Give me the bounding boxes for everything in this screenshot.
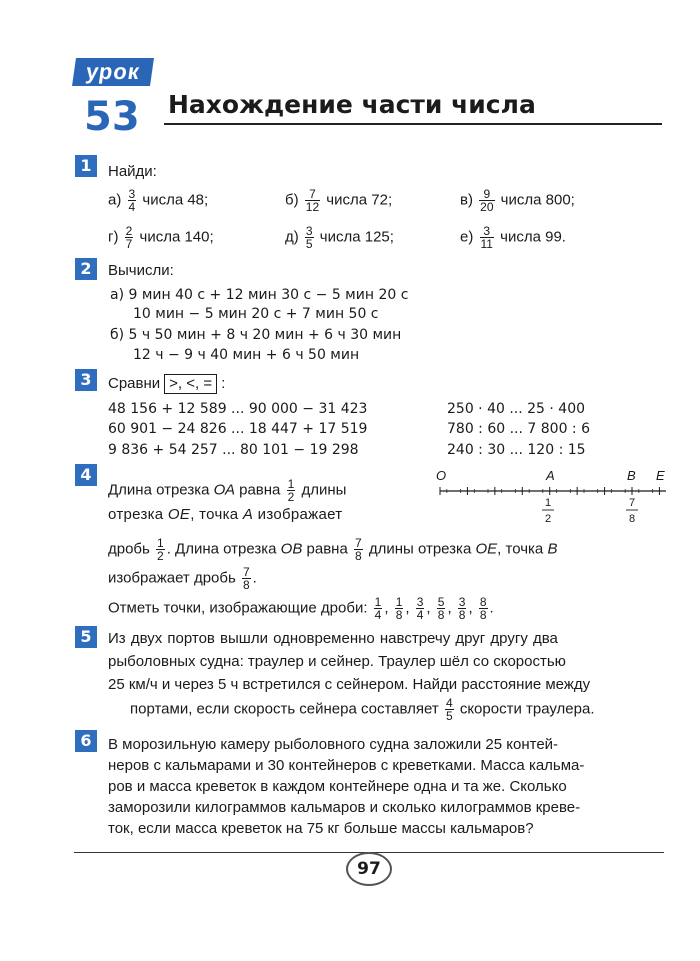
item-text: числа 48; <box>142 191 209 209</box>
label-e: Е <box>656 468 665 483</box>
fraction: $\frac{1}{4}$ <box>374 595 382 622</box>
page-title: Нахождение части числа <box>168 90 536 119</box>
task-1-item-d <box>108 225 214 250</box>
frac-a-num: 1 <box>544 497 552 509</box>
fraction: $\frac{3}{5}$ <box>305 224 313 251</box>
task-1-item-e <box>285 225 394 250</box>
page-number: 97 <box>346 852 392 886</box>
task-2-line: б) 5 ч 50 мин + 8 ч 20 мин + 6 ч 30 мин <box>110 327 402 343</box>
fraction: $\frac{5}{8}$ <box>437 595 445 622</box>
task-3-colon: : <box>221 375 226 392</box>
task-3-left-row: 48 156 + 12 589 ... 90 000 − 31 423 <box>108 401 368 417</box>
task-3-number: 3 <box>75 369 97 391</box>
item-label: е) <box>460 228 474 246</box>
task-3-right-row: 250 · 40 ... 25 · 400 <box>447 401 586 417</box>
fraction: $\frac{4}{5}$ <box>445 696 453 723</box>
item-label: д) <box>285 228 299 246</box>
item-label: а) <box>108 191 122 209</box>
task-5-line-4: портами, если скорость сейнера составляет $\frac{4}{5}$ скорости траулера. <box>130 696 595 723</box>
task-4-line-2: отрезка ОЕ, точка А изображает <box>108 506 343 523</box>
item-label: в) <box>460 191 473 209</box>
title-divider <box>164 123 662 125</box>
item-text: числа 140; <box>139 228 214 246</box>
task-3-intro-text: Сравни <box>108 375 161 392</box>
fraction: $\frac{9}{20}$ <box>480 187 494 214</box>
task-5-line: Из двух портов вышли одновременно навстречу друг другу два <box>108 630 558 647</box>
task-6-number: 6 <box>75 730 97 752</box>
frac-b-num: 7 <box>628 497 636 509</box>
item-text: числа 125; <box>319 228 394 246</box>
task-1-intro: Найди: <box>108 163 157 180</box>
task-2-line: 10 мин − 5 мин 20 с + 7 мин 50 с <box>133 306 379 322</box>
task-6-line: неров с кальмарами и 30 контейнеров с креветками. Масса кальма- <box>108 757 585 774</box>
fraction: $\frac{1}{2}$ <box>157 536 164 563</box>
task-2-intro: Вычисли: <box>108 262 174 279</box>
task-3-left-row: 60 901 − 24 826 ... 18 447 + 17 519 <box>108 421 368 437</box>
fraction: $\frac{3}{11}$ <box>480 224 493 251</box>
item-text: числа 72; <box>326 191 393 209</box>
fraction: $\frac{1}{2}$ <box>287 477 295 504</box>
task-1-item-b <box>285 188 392 213</box>
fraction: $\frac{7}{8}$ <box>354 536 362 563</box>
frac-b-den: 8 <box>628 513 636 525</box>
task-3-left-row: 9 836 + 54 257 ... 80 101 − 19 298 <box>108 442 359 458</box>
task-6-line: заморозили килограммов кальмаров и сколько килограммов креве- <box>108 799 581 816</box>
fraction: $\frac{8}{8}$ <box>479 595 487 622</box>
task-4-line-4: изображает дробь $\frac{7}{8}$ . <box>108 565 257 592</box>
label-a: А <box>546 468 555 483</box>
item-text: числа 99. <box>500 228 566 246</box>
frac-a-den: 2 <box>544 513 552 525</box>
task-4-number: 4 <box>75 464 97 486</box>
task-2-line: 12 ч − 9 ч 40 мин + 6 ч 50 мин <box>133 347 360 363</box>
task-1-number: 1 <box>75 155 97 177</box>
item-text: числа 800; <box>500 191 575 209</box>
task-1-item-f <box>460 225 566 250</box>
fraction: $\frac{3}{4}$ <box>416 595 424 622</box>
fraction: $\frac{7}{8}$ <box>242 565 250 592</box>
task-2-line: а) 9 мин 40 с + 12 мин 30 с − 5 мин 20 с <box>110 287 409 303</box>
task-3-intro <box>108 374 225 394</box>
item-label: г) <box>108 228 119 246</box>
fraction: $\frac{7}{12}$ <box>305 187 320 214</box>
label-o: О <box>436 468 447 483</box>
fraction: $\frac{3}{4}$ <box>128 187 136 214</box>
task-1-item-a <box>108 188 208 213</box>
task-1-item-c <box>460 188 575 213</box>
task-5-number: 5 <box>75 626 97 648</box>
task-6-line: В морозильную камеру рыболовного судна заложили 25 контей- <box>108 736 559 753</box>
item-label: б) <box>285 191 299 209</box>
lesson-label: урок <box>72 58 154 86</box>
task-5-line: 25 км/ч и через 5 ч встретился с сейнером. Найди расстояние между <box>108 676 591 693</box>
task-6-line: ток, если масса креветок на 75 кг больше массы кальмаров? <box>108 820 534 837</box>
fraction: $\frac{3}{8}$ <box>458 595 466 622</box>
fraction: $\frac{1}{8}$ <box>395 595 403 622</box>
task-5-line: рыболовных судна: траулер и сейнер. Траулер шёл со скоростью <box>108 653 566 670</box>
lesson-number: 53 <box>84 94 140 140</box>
task-3-right-row: 780 : 60 ... 7 800 : 6 <box>447 421 591 437</box>
task-4-line-5: Отметь точки, изображающие дроби: $\frac{1}{4}$ , $\frac{1}{8}$ , $\frac{3}{4}$ , $\frac{5}{8}$ , $\frac{3}{8}$ , $\frac{8}{8}$ . <box>108 595 494 622</box>
fraction: $\frac{2}{7}$ <box>125 224 133 251</box>
task-4-line-1: Длина отрезка ОА равна $\frac{1}{2}$ длины <box>108 477 347 504</box>
task-2-number: 2 <box>75 258 97 280</box>
number-line <box>432 466 670 528</box>
task-4-line-3: дробь $\frac{1}{2}$ . Длина отрезка ОВ равна $\frac{7}{8}$ длины отрезка ОЕ, точка В <box>108 536 558 563</box>
task-3-right-row: 240 : 30 ... 120 : 15 <box>447 442 586 458</box>
task-6-line: ров и масса креветок в каждом контейнере одна и та же. Сколько <box>108 778 567 795</box>
label-b: В <box>627 468 636 483</box>
comparison-operators: >, <, = <box>164 374 217 394</box>
